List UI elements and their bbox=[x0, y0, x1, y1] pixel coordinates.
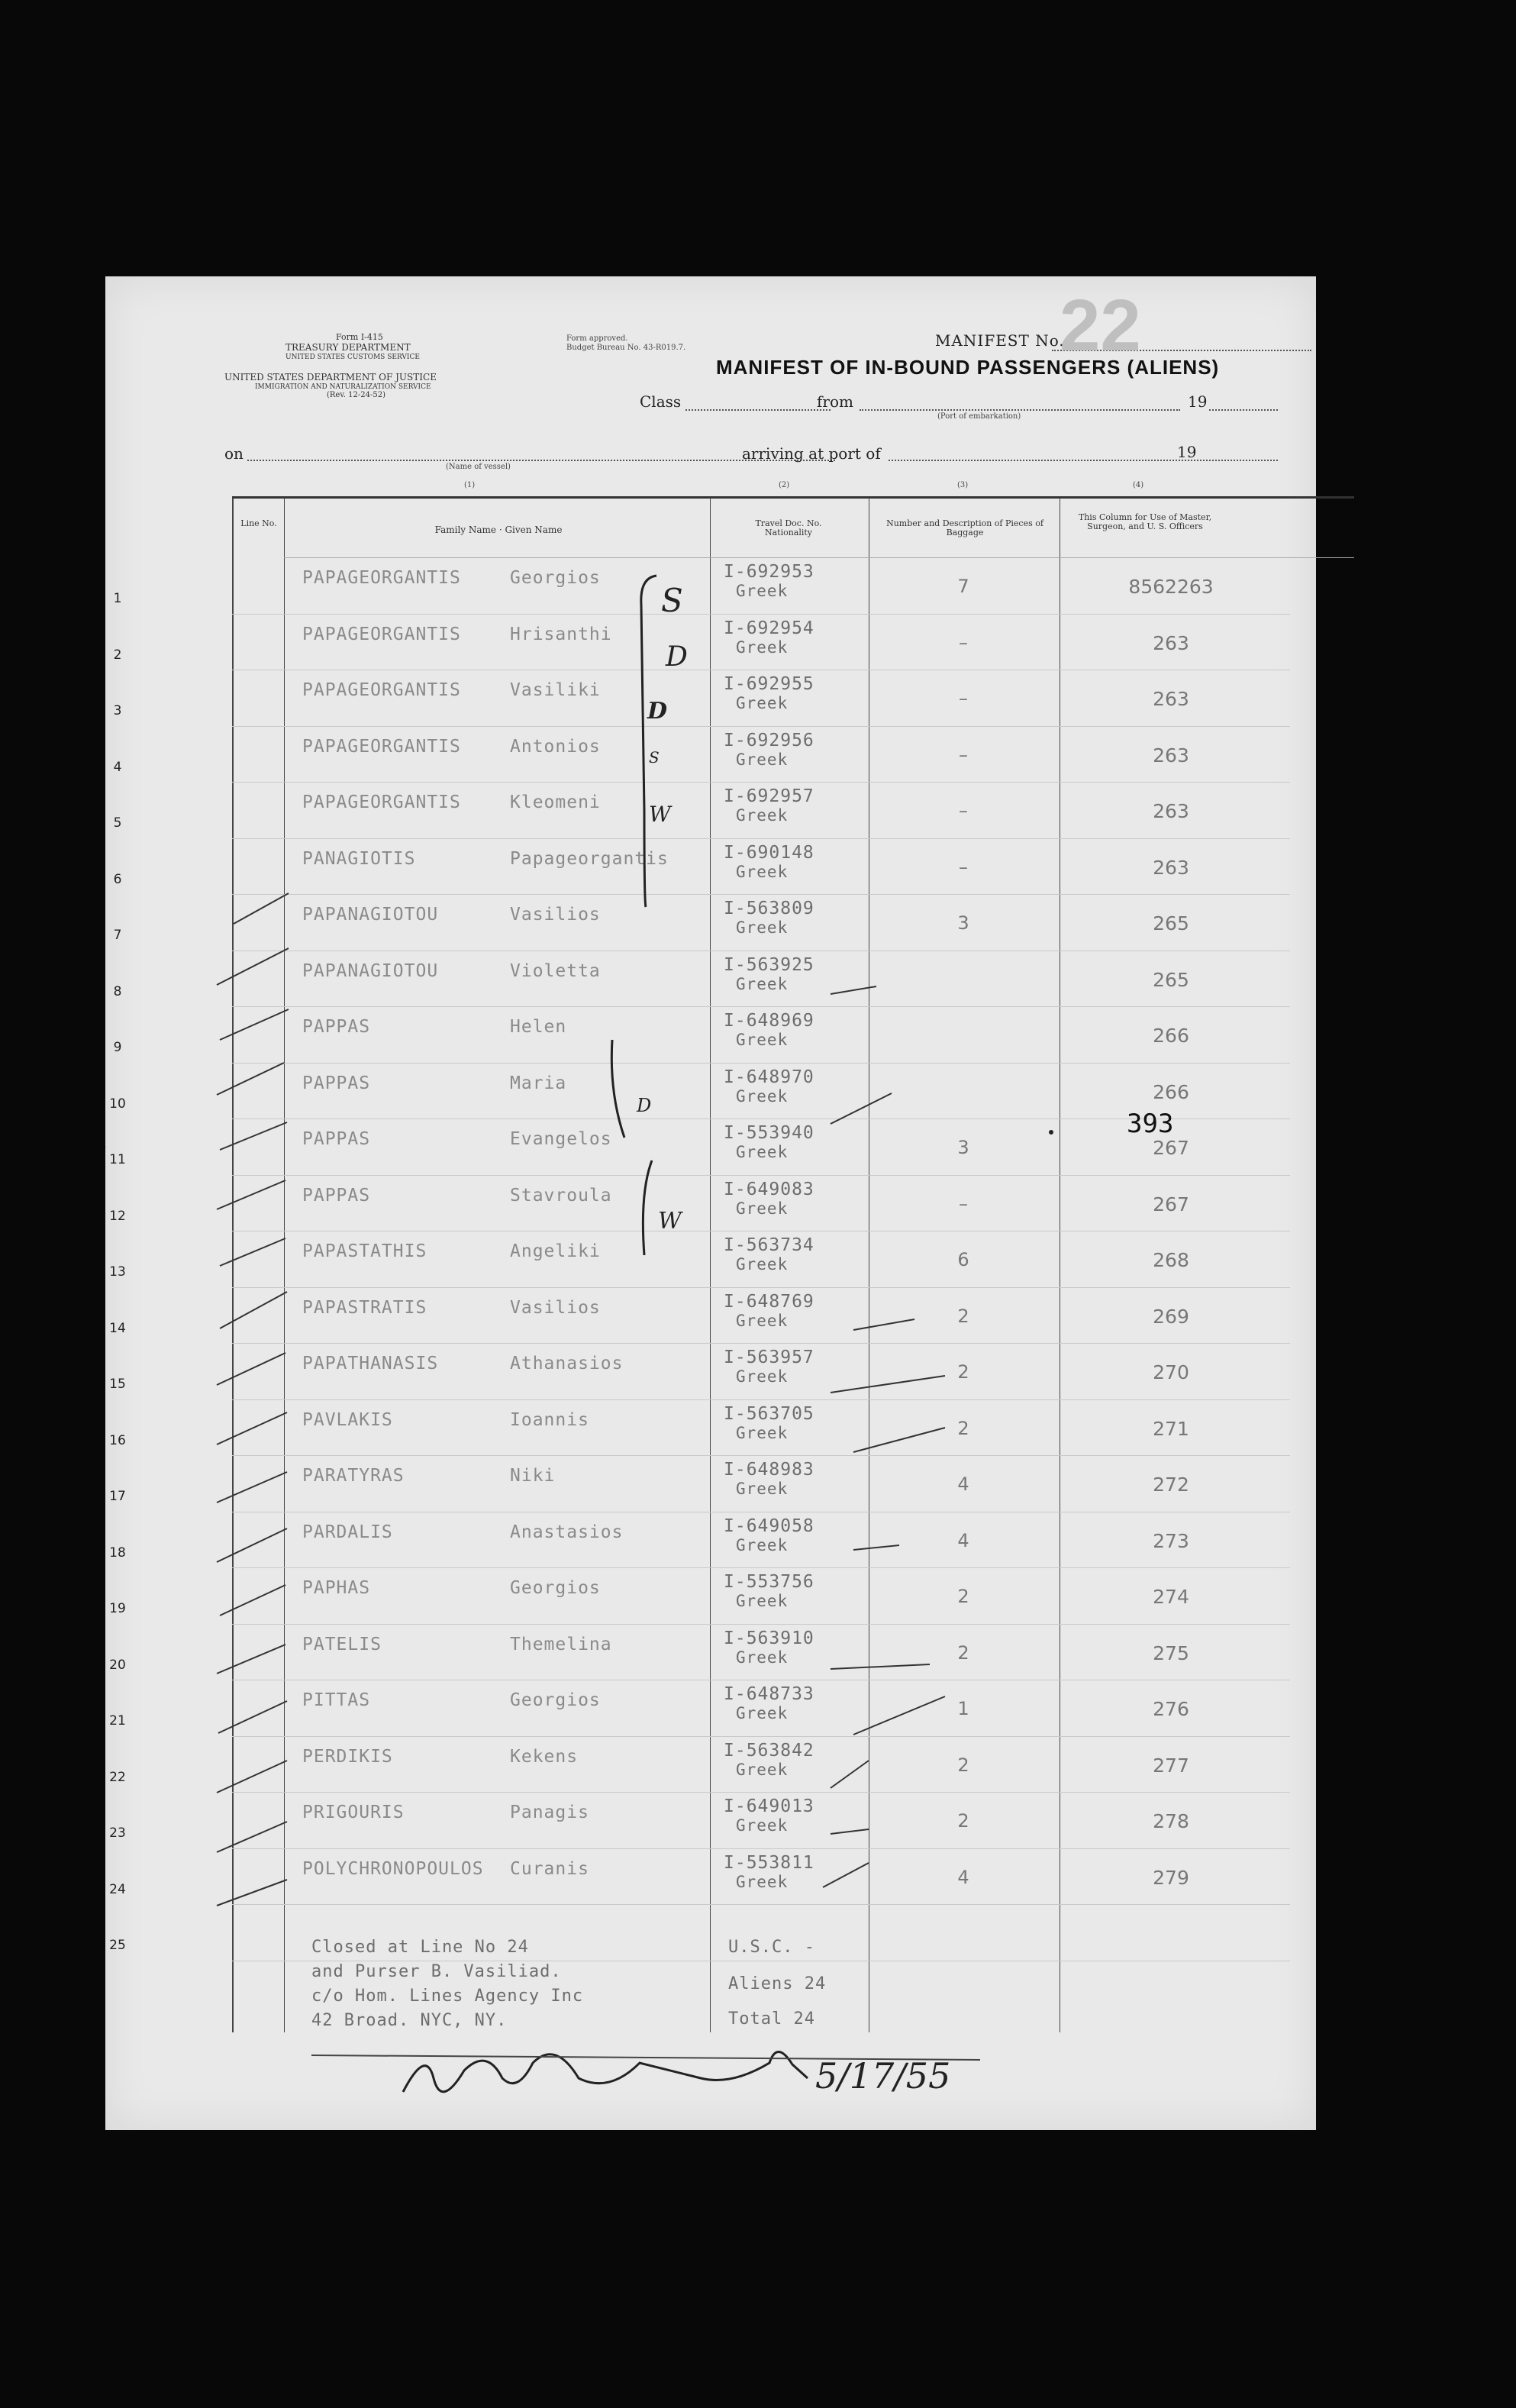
doc-dash bbox=[853, 1545, 899, 1550]
travel-doc-number: I-649058 bbox=[724, 1515, 814, 1536]
family-name: PAPAGEORGANTIS bbox=[302, 736, 461, 757]
tick-mark bbox=[217, 1761, 287, 1793]
family-name: PRIGOURIS bbox=[302, 1803, 405, 1822]
handwritten-s: S bbox=[649, 748, 660, 767]
given-name: Violetta bbox=[510, 960, 601, 981]
handwritten-w: W bbox=[658, 1208, 682, 1235]
line-number: 23 bbox=[109, 1825, 126, 1841]
given-name: Evangelos bbox=[510, 1129, 612, 1149]
doc-dash bbox=[831, 1376, 945, 1393]
family-name: PITTAS bbox=[302, 1690, 371, 1710]
on-label: on bbox=[224, 444, 244, 463]
nationality: Greek bbox=[736, 1480, 789, 1498]
line-number: 5 bbox=[113, 815, 122, 831]
line-number: 25 bbox=[109, 1938, 126, 1953]
family-name: PAPPAS bbox=[302, 1073, 371, 1093]
family-name: PAPAGEORGANTIS bbox=[302, 568, 461, 588]
vessel-note: (Name of vessel) bbox=[446, 463, 511, 471]
nationality: Greek bbox=[736, 1367, 789, 1386]
family-name: PAPPAS bbox=[302, 1185, 371, 1206]
line-number: 9 bbox=[113, 1040, 122, 1055]
manifest-page bbox=[105, 276, 1316, 2130]
baggage-count: 2 bbox=[957, 1641, 969, 1664]
stamped-number: 393 bbox=[1127, 1109, 1174, 1139]
line-number: 3 bbox=[113, 703, 122, 718]
baggage-count: 4 bbox=[957, 1866, 969, 1888]
travel-doc-number: I-648733 bbox=[724, 1684, 814, 1704]
nationality: Greek bbox=[736, 1143, 789, 1161]
officer-number: 276 bbox=[1153, 1698, 1189, 1720]
class-label: Class bbox=[640, 392, 682, 411]
family-name: PAPASTRATIS bbox=[302, 1297, 427, 1318]
family-name: PAPAGEORGANTIS bbox=[302, 624, 461, 644]
officer-number: 8562263 bbox=[1128, 576, 1214, 598]
travel-doc-number: I-563734 bbox=[724, 1235, 814, 1255]
travel-doc-number: I-563705 bbox=[724, 1403, 814, 1424]
line-number: 22 bbox=[109, 1769, 126, 1785]
line-number: 14 bbox=[109, 1320, 126, 1336]
closing-total: Total 24 bbox=[728, 2009, 815, 2029]
column-3-number: (3) bbox=[957, 481, 969, 489]
travel-doc-number: I-553811 bbox=[724, 1852, 814, 1873]
closing-line-3: c/o Hom. Lines Agency Inc bbox=[311, 1987, 584, 2006]
travel-doc-number: I-690148 bbox=[724, 842, 814, 863]
given-name: Ioannis bbox=[510, 1409, 589, 1430]
given-name: Georgios bbox=[510, 568, 601, 588]
line-number: 17 bbox=[109, 1489, 126, 1504]
nationality: Greek bbox=[736, 1648, 789, 1667]
baggage-count: – bbox=[959, 1193, 968, 1215]
tick-mark bbox=[218, 1701, 287, 1733]
given-name: Panagis bbox=[510, 1803, 589, 1822]
family-name: PAPATHANASIS bbox=[302, 1354, 439, 1373]
officer-number: 263 bbox=[1153, 631, 1189, 654]
given-name: Stavroula bbox=[510, 1185, 612, 1206]
line-number: 4 bbox=[113, 759, 122, 775]
officer-number: 272 bbox=[1153, 1474, 1189, 1496]
baggage-count: – bbox=[959, 744, 968, 766]
tick-mark bbox=[220, 1122, 287, 1150]
handwritten-d: D bbox=[666, 641, 688, 673]
customs-label: UNITED STATES CUSTOMS SERVICE bbox=[285, 353, 420, 361]
arriving-label: arriving at port of bbox=[742, 444, 881, 463]
family-name: PARDALIS bbox=[302, 1522, 393, 1542]
closing-aliens: Aliens 24 bbox=[728, 1974, 827, 1993]
handwritten-d: D bbox=[647, 698, 668, 725]
baggage-count: 2 bbox=[957, 1361, 969, 1383]
officer-number: 263 bbox=[1153, 800, 1189, 822]
officer-number: 263 bbox=[1153, 688, 1189, 710]
travel-doc-number: I-692956 bbox=[724, 730, 814, 750]
line-number: 16 bbox=[109, 1432, 126, 1448]
doc-dash bbox=[853, 1696, 945, 1735]
header-baggage: Number and Description of Pieces of Baggage bbox=[886, 518, 1043, 537]
nationality: Greek bbox=[736, 1872, 789, 1891]
travel-doc-number: I-692954 bbox=[724, 618, 814, 638]
given-name: Themelina bbox=[510, 1634, 612, 1654]
handwritten-w: W bbox=[649, 802, 671, 827]
nationality: Greek bbox=[736, 1535, 789, 1554]
closing-line-1: Closed at Line No 24 bbox=[311, 1938, 529, 1957]
baggage-count: 4 bbox=[957, 1474, 969, 1495]
column-2-number: (2) bbox=[779, 481, 790, 489]
manifest-number: 22 bbox=[1060, 285, 1141, 366]
from-label: from bbox=[817, 392, 853, 411]
line-number: 13 bbox=[109, 1264, 126, 1280]
baggage-count: 2 bbox=[957, 1305, 969, 1327]
closing-line-2: and Purser B. Vasiliad. bbox=[311, 1962, 562, 1981]
bracket-mark bbox=[611, 1040, 624, 1138]
given-name: Vasilios bbox=[510, 1297, 601, 1318]
travel-doc-number: I-563957 bbox=[724, 1348, 814, 1367]
justice-label: UNITED STATES DEPARTMENT OF JUSTICE bbox=[224, 372, 437, 383]
travel-doc-number: I-648970 bbox=[724, 1067, 814, 1087]
given-name: Curanis bbox=[510, 1858, 589, 1879]
nationality: Greek bbox=[736, 862, 789, 881]
line-number: 18 bbox=[109, 1545, 126, 1561]
baggage-count: 6 bbox=[957, 1249, 969, 1270]
nationality: Greek bbox=[736, 1255, 789, 1273]
line-number: 2 bbox=[113, 647, 122, 663]
nationality: Greek bbox=[736, 1760, 789, 1779]
travel-doc-number: I-649013 bbox=[724, 1796, 814, 1816]
tick-mark bbox=[217, 1412, 287, 1444]
nationality: Greek bbox=[736, 1704, 789, 1722]
travel-doc-number: I-649083 bbox=[724, 1179, 814, 1199]
nationality: Greek bbox=[736, 1311, 789, 1330]
bracket-mark bbox=[641, 576, 656, 907]
signature-underline bbox=[311, 2055, 980, 2060]
line-number: 8 bbox=[113, 983, 122, 999]
page-title: MANIFEST OF IN-BOUND PASSENGERS (ALIENS) bbox=[716, 356, 1220, 379]
family-name: PAPPAS bbox=[302, 1017, 371, 1037]
bracket-mark bbox=[643, 1160, 652, 1255]
given-name: Antonios bbox=[510, 736, 601, 757]
baggage-count: 7 bbox=[957, 576, 969, 597]
tick-mark bbox=[217, 1180, 285, 1209]
column-4-number: (4) bbox=[1133, 481, 1144, 489]
year-label: 19 bbox=[1188, 392, 1208, 411]
tick-mark bbox=[217, 1472, 287, 1503]
line-number: 20 bbox=[109, 1657, 126, 1673]
revision-label: (Rev. 12-24-52) bbox=[327, 391, 386, 399]
travel-doc-number: I-563910 bbox=[724, 1628, 814, 1648]
nationality: Greek bbox=[736, 918, 789, 937]
line-number: 19 bbox=[109, 1601, 126, 1616]
officer-number: 265 bbox=[1153, 968, 1189, 991]
header-officers: This Column for Use of Master, Surgeon, and U. S. Officers bbox=[1078, 512, 1212, 531]
header-line-no: Line No. bbox=[240, 518, 277, 528]
nationality: Greek bbox=[736, 638, 789, 657]
nationality: Greek bbox=[736, 694, 789, 712]
nationality: Greek bbox=[736, 750, 789, 769]
given-name: Georgios bbox=[510, 1578, 601, 1598]
officer-number: 270 bbox=[1153, 1361, 1189, 1383]
line-number: 15 bbox=[109, 1377, 126, 1392]
baggage-count: 1 bbox=[957, 1698, 969, 1719]
doc-dash bbox=[831, 986, 876, 994]
travel-doc-number: I-648983 bbox=[724, 1460, 814, 1480]
baggage-count: – bbox=[959, 856, 968, 878]
officer-number: 267 bbox=[1153, 1193, 1189, 1215]
given-name: Athanasios bbox=[510, 1354, 624, 1373]
family-name: PAVLAKIS bbox=[302, 1409, 393, 1430]
tick-mark bbox=[217, 1645, 285, 1674]
nationality: Greek bbox=[736, 1592, 789, 1610]
travel-doc-number: I-692955 bbox=[724, 674, 814, 694]
family-name: PAPAGEORGANTIS bbox=[302, 680, 461, 700]
baggage-count: – bbox=[959, 688, 968, 709]
tick-mark bbox=[220, 1292, 287, 1328]
given-name: Papageorgantis bbox=[510, 848, 669, 869]
tick-mark bbox=[217, 1353, 285, 1385]
nationality: Greek bbox=[736, 1423, 789, 1442]
given-name: Vasiliki bbox=[510, 680, 601, 700]
travel-doc-number: I-553756 bbox=[724, 1572, 814, 1592]
travel-doc-number: I-563925 bbox=[724, 954, 814, 975]
baggage-count: 3 bbox=[957, 912, 969, 934]
officer-number: 266 bbox=[1153, 1080, 1189, 1103]
baggage-count: 2 bbox=[957, 1586, 969, 1607]
family-name: PANAGIOTIS bbox=[302, 848, 416, 869]
line-number: 10 bbox=[109, 1096, 126, 1112]
given-name: Niki bbox=[510, 1466, 556, 1486]
nationality: Greek bbox=[736, 974, 789, 993]
officer-number: 266 bbox=[1153, 1025, 1189, 1047]
port-embarkation-note: (Port of embarkation) bbox=[937, 412, 1021, 421]
line-number: 1 bbox=[113, 591, 122, 606]
baggage-count: – bbox=[959, 800, 968, 821]
travel-doc-number: I-648769 bbox=[724, 1291, 814, 1312]
officer-number: 265 bbox=[1153, 912, 1189, 934]
given-name: Anastasios bbox=[510, 1522, 624, 1542]
header-name: Family Name · Given Name bbox=[434, 525, 563, 535]
signature-date: 5/17/55 bbox=[815, 2055, 951, 2097]
doc-dash bbox=[831, 1761, 869, 1788]
doc-dash bbox=[823, 1863, 869, 1887]
tick-mark bbox=[220, 1238, 285, 1266]
tick-mark bbox=[217, 1822, 287, 1852]
family-name: POLYCHRONOPOULOS bbox=[302, 1858, 484, 1879]
budget-bureau: Budget Bureau No. 43-R019.7. bbox=[566, 344, 686, 352]
given-name: Hrisanthi bbox=[510, 624, 612, 644]
handwritten-d: D bbox=[637, 1095, 652, 1116]
officer-number: 269 bbox=[1153, 1305, 1189, 1328]
doc-dash bbox=[831, 1829, 869, 1834]
column-1-number: (1) bbox=[464, 481, 476, 489]
given-name: Kleomeni bbox=[510, 792, 601, 812]
tick-mark bbox=[217, 1063, 284, 1095]
header-travel-doc: Travel Doc. No. Nationality bbox=[755, 518, 822, 537]
given-name: Helen bbox=[510, 1017, 567, 1037]
closing-line-4: 42 Broad. NYC, NY. bbox=[311, 2011, 508, 2030]
officer-number: 263 bbox=[1153, 856, 1189, 879]
form-number: Form I-415 bbox=[336, 332, 383, 342]
ins-label: IMMIGRATION AND NATURALIZATION SERVICE bbox=[255, 383, 431, 391]
given-name: Angeliki bbox=[510, 1241, 601, 1261]
doc-dash bbox=[831, 1664, 930, 1669]
given-name: Georgios bbox=[510, 1690, 601, 1710]
family-name: PAPAGEORGANTIS bbox=[302, 792, 461, 812]
baggage-count: – bbox=[959, 631, 968, 654]
year-label-2: 19 bbox=[1177, 443, 1197, 461]
officer-number: 263 bbox=[1153, 744, 1189, 767]
family-name: PAPPAS bbox=[302, 1129, 371, 1149]
nationality: Greek bbox=[736, 806, 789, 825]
travel-doc-number: I-563842 bbox=[724, 1740, 814, 1761]
officer-number: 271 bbox=[1153, 1417, 1189, 1440]
travel-doc-number: I-553940 bbox=[724, 1123, 814, 1143]
handwritten-s: S bbox=[661, 582, 683, 619]
line-number: 7 bbox=[113, 928, 122, 943]
given-name: Vasilios bbox=[510, 905, 601, 925]
officer-number: 274 bbox=[1153, 1586, 1189, 1608]
family-name: PAPANAGIOTOU bbox=[302, 960, 439, 981]
nationality: Greek bbox=[736, 582, 789, 600]
officer-number: 277 bbox=[1153, 1754, 1189, 1777]
doc-dash bbox=[831, 1093, 892, 1124]
baggage-count: 2 bbox=[957, 1810, 969, 1832]
doc-dash bbox=[853, 1428, 945, 1452]
line-number: 11 bbox=[109, 1152, 126, 1167]
tick-mark bbox=[217, 1528, 287, 1562]
given-name: Maria bbox=[510, 1073, 567, 1093]
nationality: Greek bbox=[736, 1086, 789, 1106]
tick-mark bbox=[217, 948, 289, 985]
travel-doc-number: I-692957 bbox=[724, 786, 814, 806]
baggage-count: 3 bbox=[957, 1137, 969, 1158]
given-name: Kekens bbox=[510, 1746, 579, 1767]
tick-mark bbox=[220, 1009, 289, 1040]
officer-number: 279 bbox=[1153, 1866, 1189, 1889]
officer-number: 275 bbox=[1153, 1641, 1189, 1664]
family-name: PAPASTATHIS bbox=[302, 1241, 427, 1261]
travel-doc-number: I-648969 bbox=[724, 1011, 814, 1031]
nationality: Greek bbox=[736, 1199, 789, 1218]
baggage-count: 4 bbox=[957, 1529, 969, 1551]
form-approved: Form approved. bbox=[566, 334, 628, 343]
nationality: Greek bbox=[736, 1816, 789, 1835]
tick-mark bbox=[217, 1880, 287, 1906]
treasury-label: TREASURY DEPARTMENT bbox=[285, 342, 411, 353]
officer-number: 273 bbox=[1153, 1529, 1189, 1552]
tick-mark bbox=[234, 893, 289, 924]
line-number: 21 bbox=[109, 1713, 126, 1729]
travel-doc-number: I-692953 bbox=[724, 562, 814, 582]
travel-doc-number: I-563809 bbox=[724, 899, 814, 918]
family-name: PAPHAS bbox=[302, 1578, 371, 1598]
baggage-count: 2 bbox=[957, 1754, 969, 1776]
tick-mark bbox=[220, 1585, 285, 1616]
officer-number: 268 bbox=[1153, 1249, 1189, 1271]
pen-marks bbox=[105, 276, 1316, 2130]
baggage-count: 2 bbox=[957, 1417, 969, 1439]
family-name: PERDIKIS bbox=[302, 1746, 393, 1767]
line-number: 12 bbox=[109, 1208, 126, 1224]
line-number: 24 bbox=[109, 1881, 126, 1897]
family-name: PARATYRAS bbox=[302, 1466, 405, 1486]
closing-usc: U.S.C. - bbox=[728, 1938, 815, 1957]
officer-number: 267 bbox=[1153, 1137, 1189, 1159]
family-name: PAPANAGIOTOU bbox=[302, 905, 439, 925]
nationality: Greek bbox=[736, 1031, 789, 1049]
family-name: PATELIS bbox=[302, 1634, 382, 1654]
line-number: 6 bbox=[113, 871, 122, 887]
doc-dash bbox=[853, 1319, 914, 1330]
officer-number: 278 bbox=[1153, 1810, 1189, 1832]
manifest-label: MANIFEST No. bbox=[935, 331, 1065, 350]
